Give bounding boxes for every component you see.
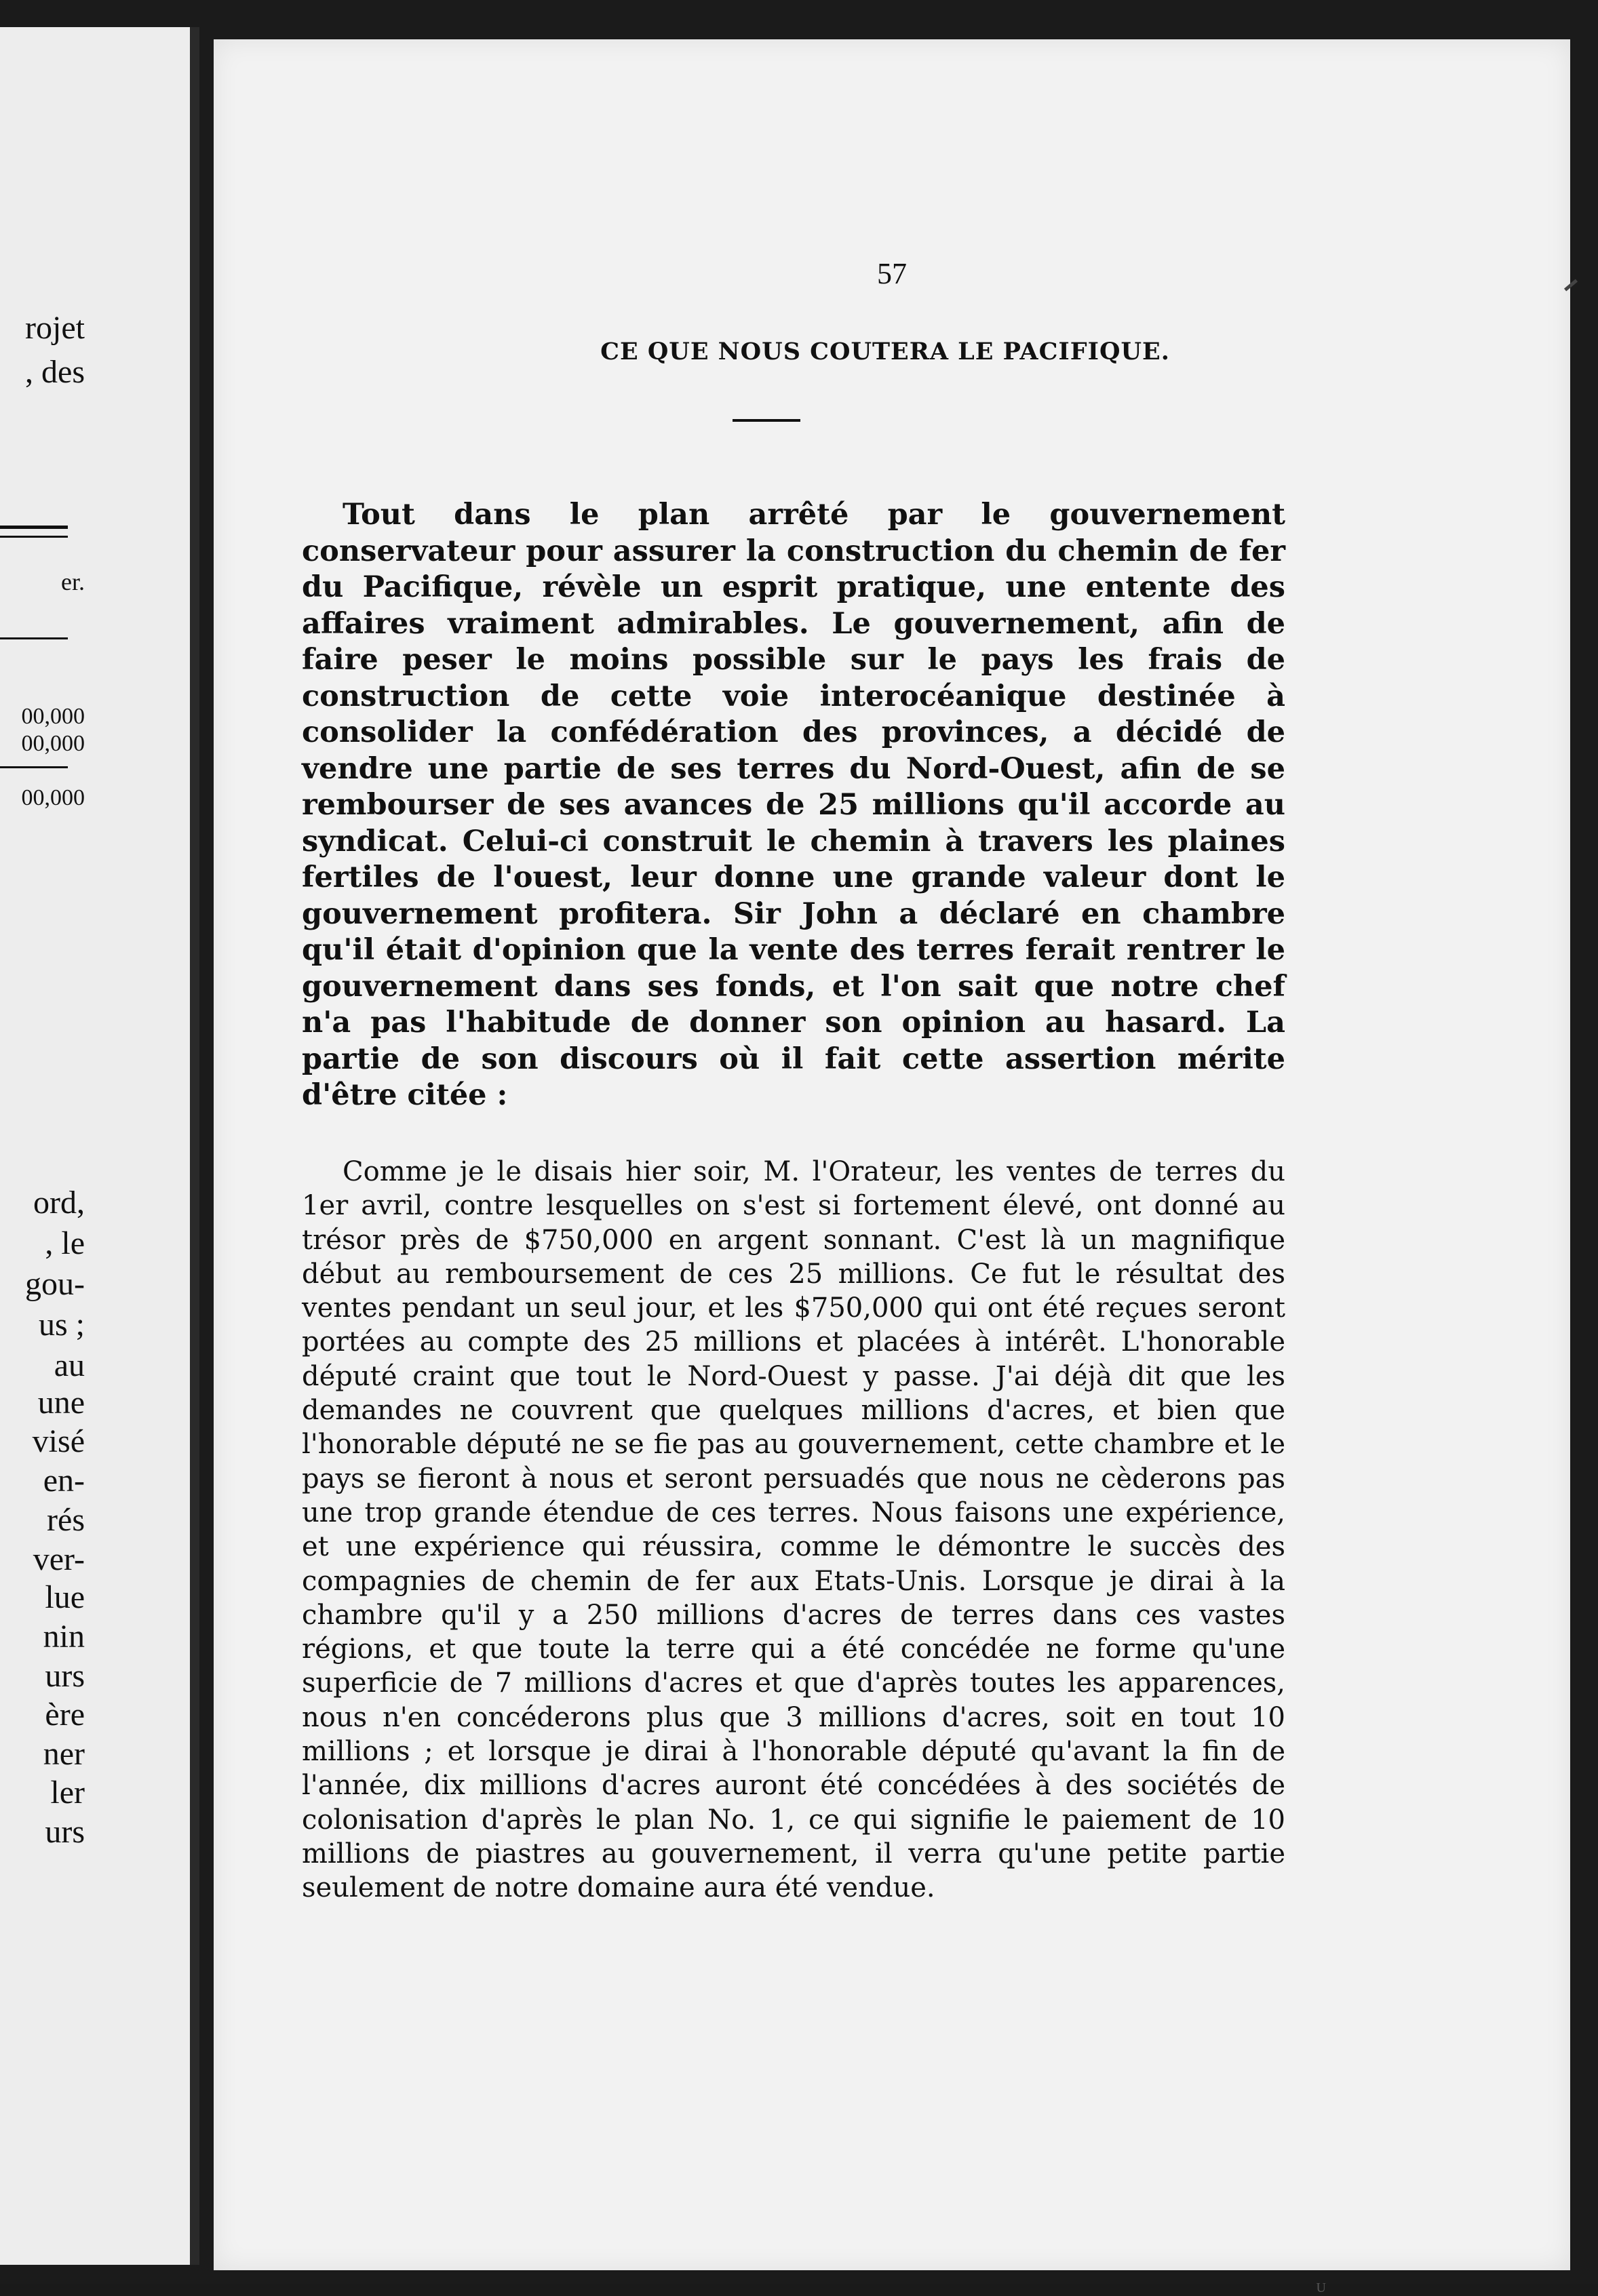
quoted-speech-paragraph: Comme je le disais hier soir, M. l'Orateur, les ventes de terres du 1er avril, contre lesquelles on s'est si fortement élevé, ont donné au trésor près de $750,000 en argent sonnant. C'est là un magnifique début au remboursement de ces 25 millions. Ce fut le résultat des ventes pendant un seul jour, et les $750,000 qui ont été reçues seront portées au compte des 25 millions et placées à intérêt. L'honorable député craint que tout le Nord-Ouest y passe. J'ai déjà dit que les demandes ne couvrent que quelques millions d'acres, et bien que l'honorable député ne se fie pas au gouvernement, cette chambre et le pays se fieront à nous et seront persuadés que nous ne cèderons pas une trop grande étendue de ces terres. Nous faisons une expérience, et une expérience qui réussira, comme le démontre le succès des compagnies de chemin de fer aux Etats-Unis. Lorsque je dirai à la chambre qu'il y a 250 millions d'acres de terres dans ces vastes régions, et que toute la terre qui a été concédée ne forme qu'une superficie de 7 millions d'acres et que d'après toutes les apparences, nous n'en concéderons plus que 3 millions d'acres, soit en tout 10 millions ; et lorsque je dirai à l'honorable député qu'avant la fin de l'année, dix millions d'acres auront été concédées à des sociétés de colonisation d'après le plan No. 1, ce qui signifie le paiement de 10 millions de piastres au gouvernement, il verra qu'une petite partie seulement de notre domaine aura été vendue. [302,1156,1285,1904]
left-page-fragment: 00,000 [21,731,85,756]
left-page-fragment: une [37,1385,85,1421]
heading-rule [733,419,800,422]
left-page-fragment: rojet [25,310,85,346]
left-page-fragment: ord, [33,1185,85,1221]
page-57 [214,39,1570,2295]
left-page-fragment: rés [47,1502,85,1538]
left-page-rule [0,637,68,639]
bottom-mark: U [1316,2280,1326,2295]
left-page-fragment: en- [43,1463,85,1499]
left-page-fragment: 00,000 [21,785,85,810]
section-heading: CE QUE NOUS COUTERA LE PACIFIQUE. [600,338,1170,365]
left-page-fragment: ler [50,1775,85,1810]
left-page-fragment: , le [45,1225,85,1261]
left-page-fragment: nin [43,1619,85,1655]
page-number: 57 [877,257,907,290]
left-page-fragment: us ; [38,1307,85,1343]
previous-page-edge [0,27,199,2265]
left-page-fragment: , des [25,354,85,390]
left-page-fragment: ver- [33,1541,85,1577]
left-page-rule [0,526,68,529]
left-page-fragment: urs [45,1814,85,1850]
left-page-rule [0,766,68,768]
left-page-rule [0,536,68,538]
left-page-fragment: 00,000 [21,704,85,729]
left-page-fragment: ère [45,1697,85,1733]
left-page-fragment: gou- [25,1266,85,1302]
left-page-fragment: au [54,1347,85,1383]
left-page-fragment: er. [61,568,85,595]
main-paragraph: Tout dans le plan arrêté par le gouvernement conservateur pour assurer la construction du chemin de fer du Pacifique, révèle un esprit pratique, une entente des affaires vraiment admirables. Le gouvernement, afin de faire peser le moins possible sur le pays les frais de construction de cette voie interocéanique destinée à consolider la confédération des provinces, a décidé de vendre une partie de ses terres du Nord-Ouest, afin de se rembourser de ses avances de 25 millions qu'il accorde au syndicat. Celui-ci construit le chemin à travers les plaines fertiles de l'ouest, leur donne une grande valeur dont le gouvernement profitera. Sir John a déclaré en chambre qu'il était d'opinion que la vente des terres ferait rentrer le gouvernement dans ses fonds, et l'on sait que notre chef n'a pas l'habitude de donner son opinion au hasard. La partie de son discours où il fait cette assertion mérite d'être citée : [302,498,1285,1112]
left-page-fragment: urs [45,1658,85,1694]
left-page-fragment: lue [45,1579,85,1615]
left-page-fragment: ner [43,1736,85,1772]
left-page-fragment: visé [32,1423,85,1459]
